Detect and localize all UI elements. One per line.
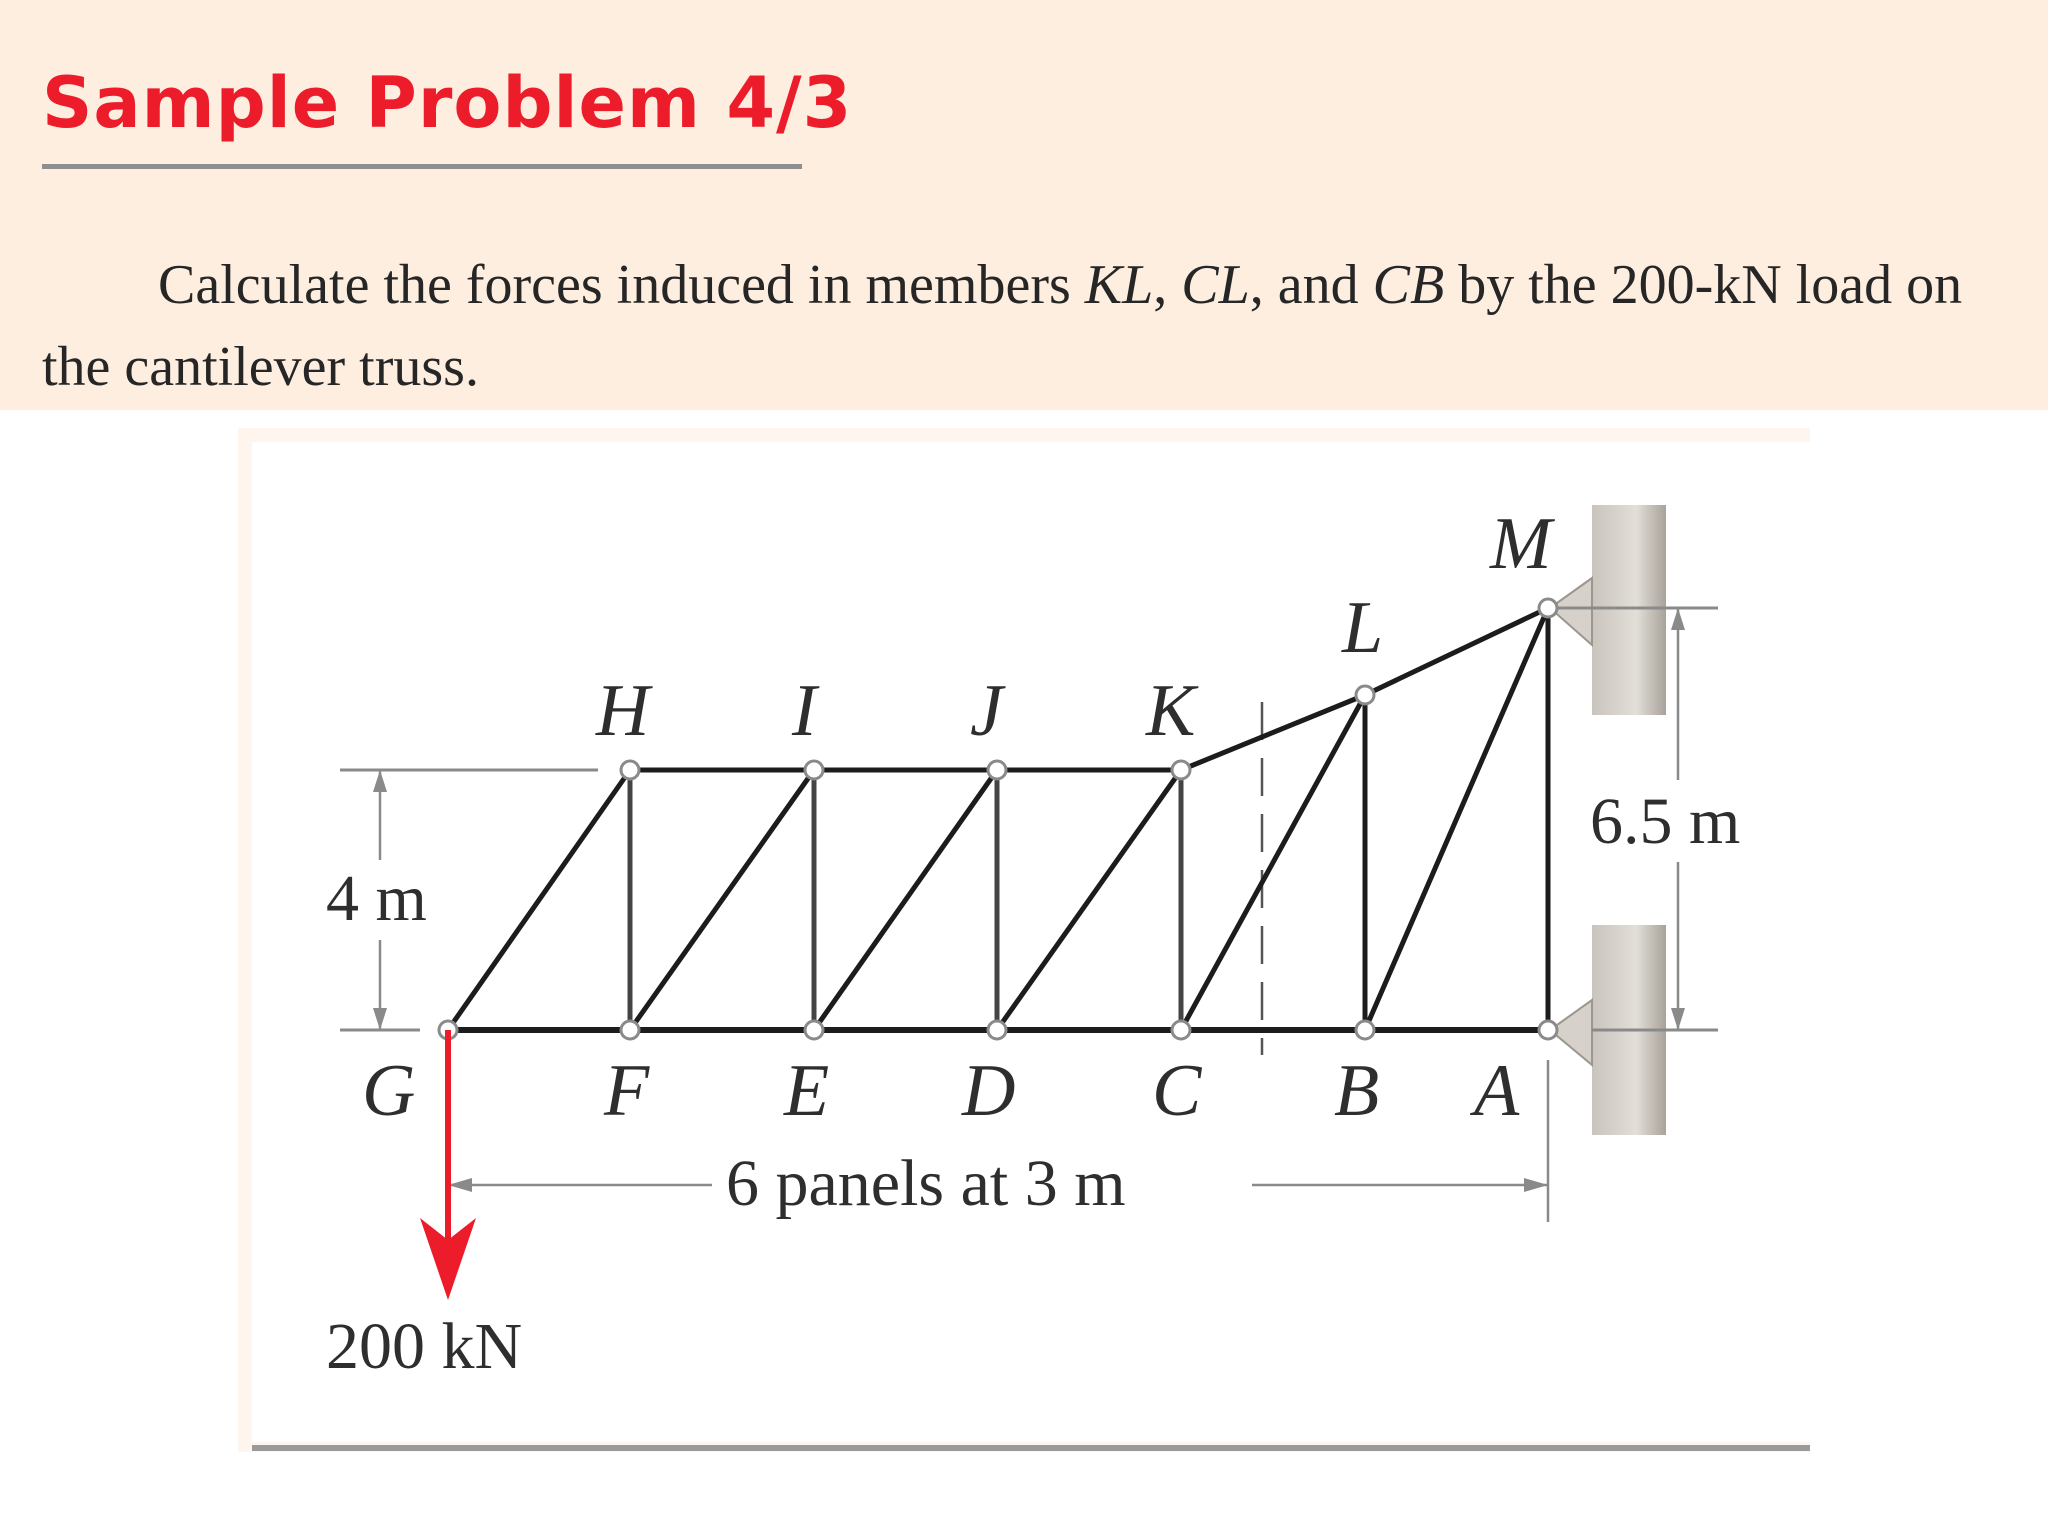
joint-d bbox=[988, 1021, 1006, 1039]
member-kl: KL bbox=[1084, 254, 1154, 316]
load-arrow bbox=[420, 1030, 476, 1300]
node-label-i: I bbox=[792, 670, 817, 752]
node-label-j: J bbox=[970, 670, 1003, 752]
joint-b bbox=[1356, 1021, 1374, 1039]
node-label-h: H bbox=[596, 670, 650, 752]
joint-f bbox=[621, 1021, 639, 1039]
node-label-l: L bbox=[1342, 587, 1384, 669]
node-label-a: A bbox=[1474, 1050, 1520, 1132]
joint-i bbox=[805, 761, 823, 779]
joint-l bbox=[1356, 686, 1374, 704]
member-cl bbox=[1181, 695, 1365, 1030]
upper-wall-block bbox=[1592, 505, 1666, 715]
member-bm bbox=[1365, 608, 1548, 1030]
node-label-g: G bbox=[362, 1050, 416, 1132]
member-dk bbox=[997, 770, 1181, 1030]
node-label-e: E bbox=[784, 1050, 830, 1132]
problem-title: Sample Problem 4/3 bbox=[42, 62, 853, 144]
joint-j bbox=[988, 761, 1006, 779]
statement-separator: , bbox=[1153, 254, 1182, 316]
dimension-label-span: 6 panels at 3 m bbox=[726, 1147, 1126, 1220]
member-fi bbox=[630, 770, 814, 1030]
joint-e bbox=[805, 1021, 823, 1039]
dimension-label-left-height: 4 m bbox=[326, 862, 427, 935]
node-label-k: K bbox=[1146, 670, 1196, 752]
member-gh bbox=[448, 770, 630, 1030]
statement-separator: , and bbox=[1249, 254, 1373, 316]
node-label-b: B bbox=[1334, 1050, 1380, 1132]
joint-k bbox=[1172, 761, 1190, 779]
member-ej bbox=[814, 770, 997, 1030]
member-cl: CL bbox=[1181, 254, 1250, 316]
node-label-f: F bbox=[604, 1050, 650, 1132]
member-kl bbox=[1181, 695, 1365, 770]
statement-text: Calculate the forces induced in members bbox=[158, 254, 1085, 316]
node-label-d: D bbox=[962, 1050, 1016, 1132]
member-lm bbox=[1365, 608, 1548, 695]
load-label: 200 kN bbox=[326, 1310, 523, 1383]
dimension-label-right-height: 6.5 m bbox=[1590, 785, 1741, 858]
joint-a bbox=[1539, 1021, 1557, 1039]
joint-c bbox=[1172, 1021, 1190, 1039]
joint-m bbox=[1539, 599, 1557, 617]
statement-text: by the 200-kN load on the cantilever truss. bbox=[42, 254, 1963, 398]
node-label-m: M bbox=[1490, 503, 1552, 585]
joint-h bbox=[621, 761, 639, 779]
member-cb: CB bbox=[1372, 254, 1445, 316]
node-label-c: C bbox=[1152, 1050, 1202, 1132]
